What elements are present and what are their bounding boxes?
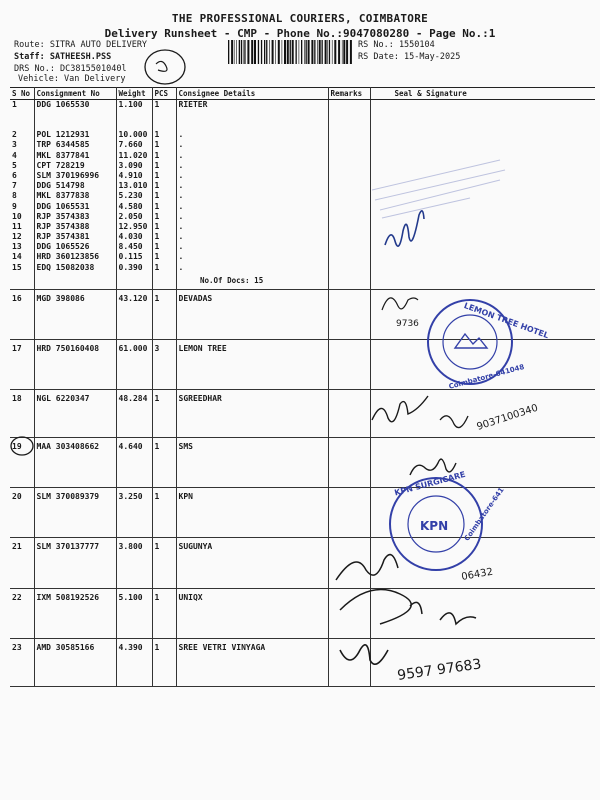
- group-line: 1: [154, 181, 160, 191]
- table-row-group: [10, 100, 595, 290]
- group-line: RJP 3574381: [36, 232, 90, 242]
- row-pcs: 1: [152, 290, 176, 340]
- col-header-sno: S No: [10, 88, 34, 100]
- group-line: 1: [154, 170, 160, 180]
- row-remarks: [328, 589, 370, 639]
- group-line: 8: [12, 191, 17, 201]
- row-sno: 20: [10, 488, 34, 538]
- row-seal: [370, 390, 595, 438]
- staff-label: Staff: SATHEESH.PSS: [14, 52, 112, 62]
- group-line: .: [178, 201, 184, 211]
- rs-number: RS No.: 1550104: [358, 40, 435, 50]
- group-line: MKL 8377841: [36, 150, 90, 160]
- group-line: .: [178, 211, 184, 221]
- row-consignee: SGREEDHAR: [176, 390, 328, 438]
- group-seal-cell: [370, 100, 595, 290]
- row-seal: [370, 639, 595, 687]
- group-line: 6: [12, 170, 17, 180]
- kpn-stamp-text: KPN SURGICARE: [393, 469, 467, 498]
- group-line: 10.000: [118, 130, 148, 140]
- group-line: .: [178, 262, 184, 272]
- row-sno: 19: [10, 438, 34, 488]
- barcode: [228, 40, 352, 64]
- group-line: DDG 1065526: [36, 242, 90, 252]
- group-line: POL 1212931: [36, 130, 90, 140]
- company-title: THE PROFESSIONAL COURIERS, COIMBATORE: [171, 12, 429, 25]
- group-line: 1: [154, 242, 160, 252]
- table-row: [10, 538, 595, 589]
- row-remarks: [328, 639, 370, 687]
- table-row: [10, 390, 595, 438]
- row-consignee: SREE VETRI VINYAGA: [176, 639, 328, 687]
- row-consignee: SMS: [176, 438, 328, 488]
- row-consignment: NGL 6220347: [34, 390, 116, 438]
- vehicle-label: Vehicle: Van Delivery: [18, 74, 126, 84]
- row-pcs: 1: [152, 438, 176, 488]
- row-consignment: AMD 30585166: [34, 639, 116, 687]
- handwritten-phone-1: 9736: [396, 319, 419, 329]
- row-remarks: [328, 538, 370, 589]
- group-line: CPT 728219: [36, 160, 85, 170]
- row-sno: 18: [10, 390, 34, 438]
- group-line: .: [178, 160, 184, 170]
- group-remarks-cell: [328, 100, 370, 290]
- group-line: 1: [154, 160, 160, 170]
- col-header-seal: Seal & Signature: [370, 88, 595, 100]
- group-line: 4.030: [118, 232, 143, 242]
- group-line: 2: [12, 130, 17, 140]
- row-weight: 3.250: [116, 488, 152, 538]
- row-consignee: UNIQX: [176, 589, 328, 639]
- group-line: 1: [154, 232, 160, 242]
- rs-date: RS Date: 15-May-2025: [358, 52, 461, 62]
- group-line: 7.660: [118, 140, 143, 150]
- group-line: 10: [12, 211, 22, 221]
- runsheet-subtitle: Delivery Runsheet - CMP - Phone No.:9047080280 - Page No.:1: [104, 27, 496, 40]
- row-sno: 17: [10, 340, 34, 390]
- col-header-weight: Weight: [116, 88, 152, 100]
- row-consignment: MGD 398086: [34, 290, 116, 340]
- row-seal: [370, 488, 595, 538]
- group-line: 1: [154, 221, 160, 231]
- row-sno: 21: [10, 538, 34, 589]
- group-line: 4.910: [118, 170, 143, 180]
- group-line: DDG 514798: [36, 181, 85, 191]
- group-line: 1: [154, 150, 160, 160]
- group-consignment-cell: [34, 100, 116, 290]
- group-line: 13: [12, 242, 22, 252]
- group-line: 1: [154, 140, 160, 150]
- table-row: [10, 488, 595, 538]
- row-seal: [370, 438, 595, 488]
- group-line: 14: [12, 252, 22, 262]
- row-consignee: KPN: [176, 488, 328, 538]
- group-line: .: [178, 191, 184, 201]
- kpn-stamp-city: Coimbatore-641: [462, 486, 506, 543]
- group-line: .: [178, 130, 184, 140]
- col-header-pcs: PCS: [152, 88, 176, 100]
- group-line: 8.450: [118, 242, 143, 252]
- row-weight: 5.100: [116, 589, 152, 639]
- group-line: 1: [154, 100, 160, 109]
- table-row: [10, 290, 595, 340]
- group-line: MKL 8377838: [36, 191, 90, 201]
- group-line: RJP 3574388: [36, 221, 90, 231]
- row-pcs: 1: [152, 639, 176, 687]
- group-line: 5.230: [118, 191, 143, 201]
- group-line: SLM 370196996: [36, 170, 100, 180]
- row-consignee: DEVADAS: [176, 290, 328, 340]
- lemon-tree-stamp-city: Coimbatore-641048: [447, 362, 526, 391]
- row-consignee: SUGUNYA: [176, 538, 328, 589]
- group-line: .: [178, 150, 184, 160]
- group-line: TRP 6344585: [36, 140, 90, 150]
- row-remarks: [328, 438, 370, 488]
- table-header-row: [10, 88, 595, 100]
- table-row: [10, 438, 595, 488]
- group-line: .: [178, 232, 184, 242]
- row-weight: 48.284: [116, 390, 152, 438]
- handwritten-phone-2: 9037100340: [475, 402, 540, 433]
- route-label: Route: SITRA AUTO DELIVERY: [14, 40, 148, 50]
- group-line: DDG 1065531: [36, 201, 90, 211]
- group-line: 12: [12, 232, 22, 242]
- col-header-consignment: Consignment No: [34, 88, 116, 100]
- group-line: EDQ 15082038: [36, 262, 95, 272]
- row-remarks: [328, 488, 370, 538]
- group-line: 1: [154, 252, 160, 262]
- row-pcs: 1: [152, 589, 176, 639]
- group-line: RJP 3574383: [36, 211, 90, 221]
- group-line: .: [178, 242, 184, 252]
- group-line: 15: [12, 262, 22, 272]
- row-consignment: IXM 508192526: [34, 589, 116, 639]
- group-line: .: [178, 252, 184, 262]
- docs-count: No.Of Docs: 15: [200, 276, 264, 285]
- row-consignee: LEMON TREE: [176, 340, 328, 390]
- row-sno: 16: [10, 290, 34, 340]
- row-weight: 4.640: [116, 438, 152, 488]
- row-pcs: 1: [152, 488, 176, 538]
- group-consignee-cell: [176, 100, 328, 290]
- drs-number: DRS No.: DC3815501040l: [14, 64, 127, 74]
- group-line: DDG 1065530: [36, 100, 90, 109]
- group-line: 1: [12, 100, 17, 109]
- group-line: 11: [12, 221, 22, 231]
- group-line: 3: [12, 140, 17, 150]
- group-pcs-cell: [152, 100, 176, 290]
- table-row: [10, 639, 595, 687]
- group-line: .: [178, 170, 184, 180]
- row-weight: 3.800: [116, 538, 152, 589]
- group-line: 5: [12, 160, 17, 170]
- row-weight: 61.000: [116, 340, 152, 390]
- row-consignment: HRD 750160408: [34, 340, 116, 390]
- col-header-remarks: Remarks: [328, 88, 370, 100]
- row-seal: [370, 538, 595, 589]
- group-line: 0.115: [118, 252, 143, 262]
- handwritten-phone-4: 9597 97683: [396, 656, 483, 684]
- lemon-tree-stamp-text: LEMON TREE HOTEL: [462, 301, 550, 341]
- group-line: 1: [154, 201, 160, 211]
- group-line: 1: [154, 191, 160, 201]
- row-sno: 22: [10, 589, 34, 639]
- group-line: 4: [12, 150, 17, 160]
- row-remarks: [328, 290, 370, 340]
- row-weight: 43.120: [116, 290, 152, 340]
- group-line: HRD 360123856: [36, 252, 100, 262]
- group-line: 1.100: [118, 100, 143, 109]
- row-consignment: MAA 303408662: [34, 438, 116, 488]
- group-line: 13.010: [118, 181, 148, 191]
- group-line: 11.020: [118, 150, 148, 160]
- group-line: 4.580: [118, 201, 143, 211]
- group-line: .: [178, 140, 184, 150]
- group-line: 9: [12, 201, 17, 211]
- row-consignment: SLM 370137777: [34, 538, 116, 589]
- row-consignment: SLM 370089379: [34, 488, 116, 538]
- handwritten-circle: [145, 50, 185, 84]
- row-seal: [370, 589, 595, 639]
- row-pcs: 1: [152, 390, 176, 438]
- group-weight-cell: [116, 100, 152, 290]
- group-line: 1: [154, 130, 160, 140]
- row-remarks: [328, 340, 370, 390]
- group-line: 0.390: [118, 262, 143, 272]
- group-sno-cell: [10, 100, 34, 290]
- handwritten-phone-3: 06432: [460, 566, 494, 583]
- table-row: [10, 589, 595, 639]
- row-pcs: 1: [152, 538, 176, 589]
- row-pcs: 3: [152, 340, 176, 390]
- row-seal: [370, 290, 595, 340]
- group-line: 1: [154, 262, 160, 272]
- group-line: 1: [154, 211, 160, 221]
- row-sno: 23: [10, 639, 34, 687]
- group-line: .: [178, 181, 184, 191]
- table-row: [10, 340, 595, 390]
- runsheet-table: [10, 87, 595, 687]
- group-line: 12.950: [118, 221, 148, 231]
- kpn-stamp-logo: KPN: [420, 519, 449, 533]
- col-header-consignee: Consignee Details: [176, 88, 328, 100]
- row-remarks: [328, 390, 370, 438]
- group-line: 7: [12, 181, 17, 191]
- group-line: 2.050: [118, 211, 143, 221]
- group-line: .: [178, 221, 184, 231]
- group-line: RIETER: [178, 100, 208, 109]
- row-weight: 4.390: [116, 639, 152, 687]
- group-line: 3.090: [118, 160, 143, 170]
- row-seal: [370, 340, 595, 390]
